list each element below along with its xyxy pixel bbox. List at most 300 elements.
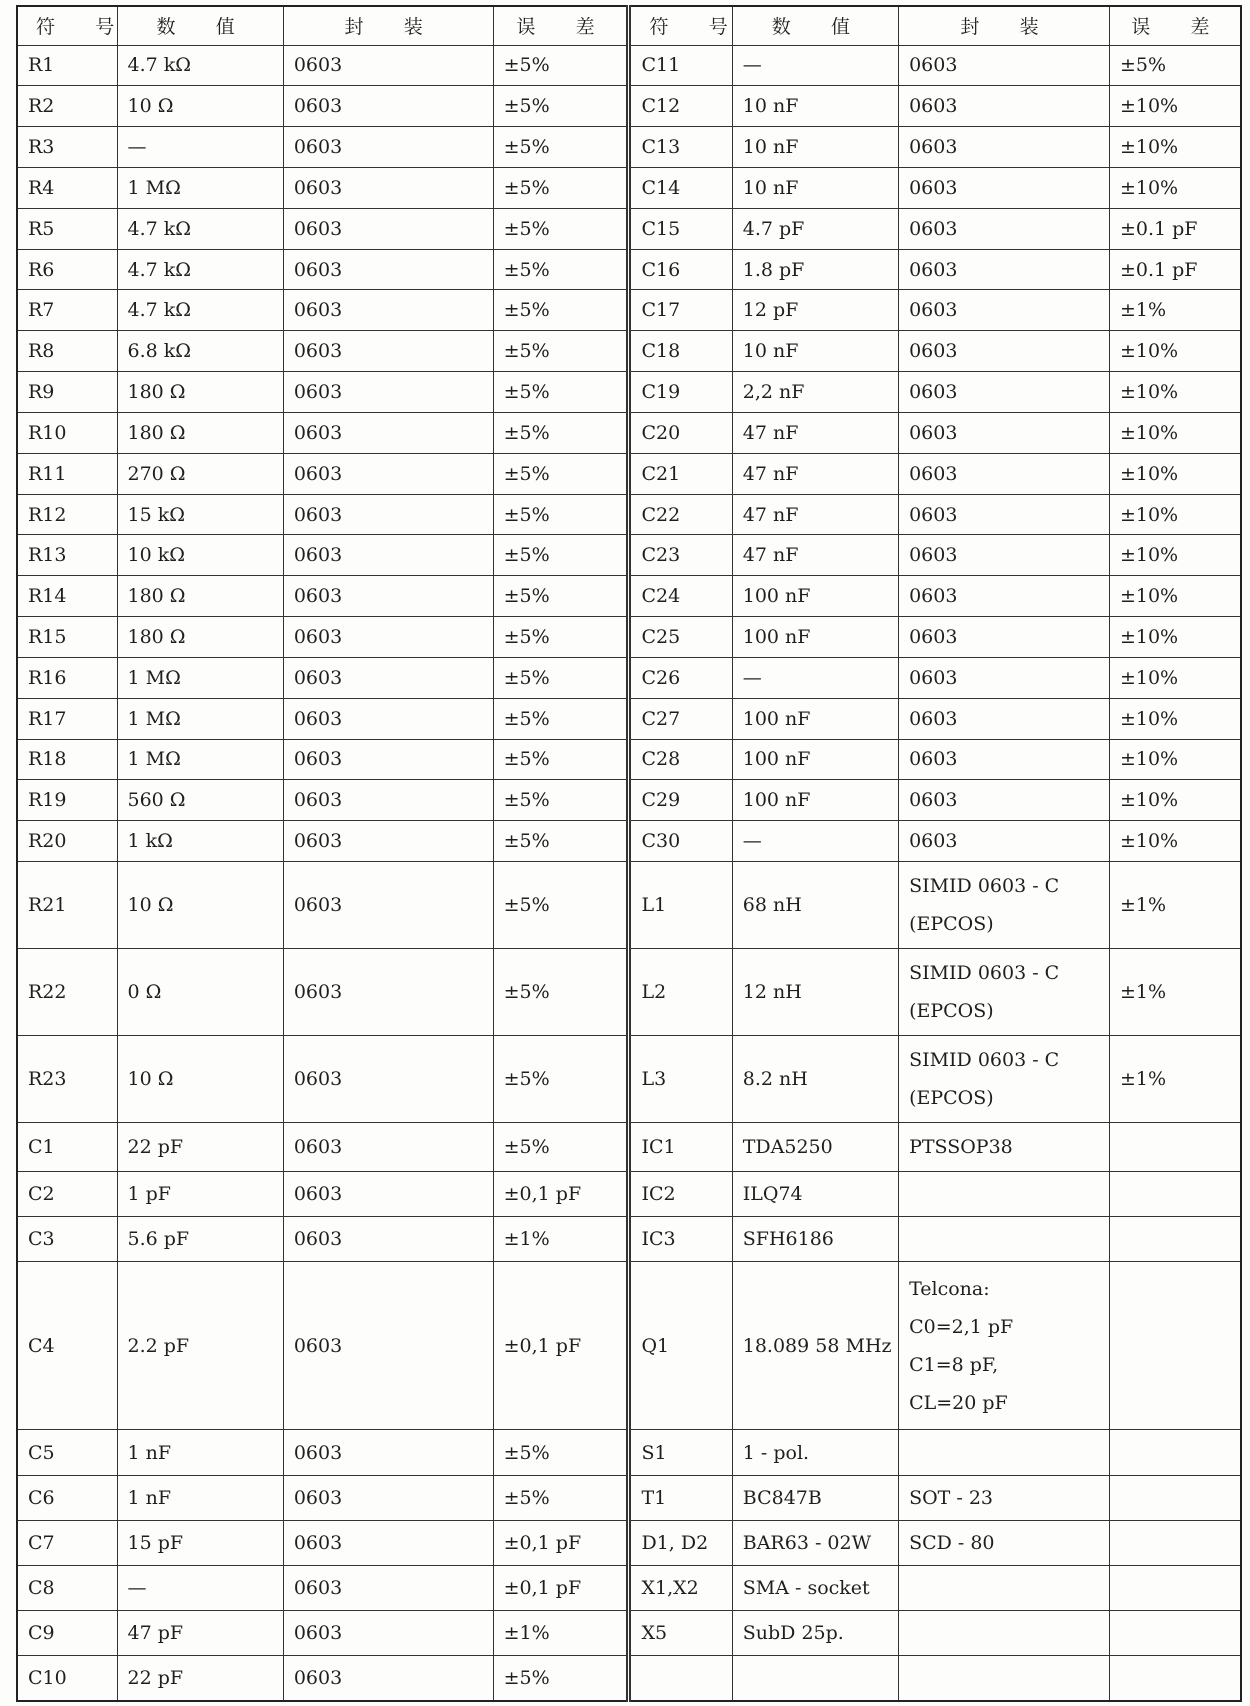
left-tolerance-cell: ±5% [493, 494, 629, 535]
cell-line: (EPCOS) [909, 913, 994, 936]
left-value-cell: — [117, 127, 283, 168]
right-tolerance-cell: ±10% [1109, 576, 1241, 617]
right-value-cell: 4.7 pF [732, 208, 898, 249]
right-symbol-cell: C21 [629, 453, 732, 494]
table-row [17, 1123, 1241, 1171]
right-package-cell: SOT - 23 [899, 1475, 1110, 1520]
left-symbol-cell: C1 [17, 1123, 117, 1171]
right-package-cell: 0603 [899, 821, 1110, 862]
left-symbol-cell: C5 [17, 1430, 117, 1475]
cell-line: Telcona: [909, 1277, 990, 1300]
right-value-cell [732, 1656, 898, 1701]
left-tolerance-cell: ±5% [493, 290, 629, 331]
right-package-cell [899, 1036, 1110, 1123]
table-row [17, 780, 1241, 821]
left-package-cell: 0603 [283, 167, 493, 208]
right-value-cell: BAR63 - 02W [732, 1520, 898, 1565]
right-value-cell: 10 nF [732, 167, 898, 208]
table-row [17, 412, 1241, 453]
table-row [17, 372, 1241, 413]
left-value-cell: 4.7 kΩ [117, 208, 283, 249]
header-symbol-right: 符 号 [629, 6, 732, 45]
left-value-cell: 10 kΩ [117, 535, 283, 576]
header-package: 封 装 [283, 6, 493, 45]
table-row [17, 1520, 1241, 1565]
left-package-cell: 0603 [283, 494, 493, 535]
left-value-cell: 47 pF [117, 1610, 283, 1655]
right-package-cell: 0603 [899, 86, 1110, 127]
right-tolerance-cell: ±10% [1109, 780, 1241, 821]
left-package-cell: 0603 [283, 249, 493, 290]
left-package-cell: 0603 [283, 1520, 493, 1565]
left-tolerance-cell: ±5% [493, 698, 629, 739]
cell-line: SIMID 0603 - C [909, 962, 1060, 985]
left-symbol-cell: R23 [17, 1036, 117, 1123]
table-row [17, 494, 1241, 535]
right-symbol-cell: C27 [629, 698, 732, 739]
left-tolerance-cell: ±5% [493, 1123, 629, 1171]
right-package-cell [899, 1430, 1110, 1475]
left-symbol-cell: C10 [17, 1656, 117, 1701]
left-package-cell: 0603 [283, 535, 493, 576]
table-row [17, 657, 1241, 698]
left-value-cell: 4.7 kΩ [117, 45, 283, 86]
right-value-cell: BC847B [732, 1475, 898, 1520]
table-row [17, 127, 1241, 168]
right-symbol-cell: L2 [629, 949, 732, 1036]
header-tolerance-right: 误 差 [1109, 6, 1241, 45]
right-symbol-cell: S1 [629, 1430, 732, 1475]
table-row [17, 1610, 1241, 1655]
left-symbol-cell: R6 [17, 249, 117, 290]
right-package-cell: PTSSOP38 [899, 1123, 1110, 1171]
left-symbol-cell: R9 [17, 372, 117, 413]
left-tolerance-cell: ±5% [493, 127, 629, 168]
right-tolerance-cell: ±10% [1109, 331, 1241, 372]
header-package-right: 封 装 [899, 6, 1110, 45]
cell-line: SIMID 0603 - C [909, 1049, 1060, 1072]
left-tolerance-cell: ±5% [493, 949, 629, 1036]
right-package-cell [899, 1216, 1110, 1261]
right-package-cell: 0603 [899, 453, 1110, 494]
right-package-cell: 0603 [899, 45, 1110, 86]
right-symbol-cell: IC3 [629, 1216, 732, 1261]
right-value-cell: 12 nH [732, 949, 898, 1036]
left-package-cell: 0603 [283, 780, 493, 821]
left-symbol-cell: R2 [17, 86, 117, 127]
table-row [17, 1216, 1241, 1261]
left-package-cell: 0603 [283, 657, 493, 698]
right-symbol-cell: C20 [629, 412, 732, 453]
right-package-cell [899, 949, 1110, 1036]
left-package-cell: 0603 [283, 1216, 493, 1261]
right-tolerance-cell: ±10% [1109, 535, 1241, 576]
left-value-cell: 180 Ω [117, 372, 283, 413]
left-symbol-cell: R19 [17, 780, 117, 821]
left-tolerance-cell: ±5% [493, 1475, 629, 1520]
left-package-cell: 0603 [283, 949, 493, 1036]
right-symbol-cell: L3 [629, 1036, 732, 1123]
right-tolerance-cell: ±10% [1109, 617, 1241, 658]
header-row [17, 6, 1241, 45]
right-symbol-cell: C26 [629, 657, 732, 698]
left-value-cell: 10 Ω [117, 1036, 283, 1123]
right-package-cell: SCD - 80 [899, 1520, 1110, 1565]
left-tolerance-cell: ±5% [493, 331, 629, 372]
left-package-cell: 0603 [283, 290, 493, 331]
right-symbol-cell: IC1 [629, 1123, 732, 1171]
table-row [17, 739, 1241, 780]
left-tolerance-cell: ±5% [493, 1656, 629, 1701]
right-symbol-cell: D1, D2 [629, 1520, 732, 1565]
right-symbol-cell: C19 [629, 372, 732, 413]
left-value-cell: 10 Ω [117, 862, 283, 949]
left-tolerance-cell: ±5% [493, 249, 629, 290]
right-value-cell: ILQ74 [732, 1171, 898, 1216]
table-row [17, 208, 1241, 249]
left-value-cell: 4.7 kΩ [117, 249, 283, 290]
right-value-cell: 10 nF [732, 331, 898, 372]
left-symbol-cell: R18 [17, 739, 117, 780]
left-symbol-cell: C7 [17, 1520, 117, 1565]
left-tolerance-cell: ±1% [493, 1216, 629, 1261]
left-symbol-cell: R20 [17, 821, 117, 862]
right-value-cell: 10 nF [732, 127, 898, 168]
left-value-cell: 10 Ω [117, 86, 283, 127]
table-row [17, 167, 1241, 208]
left-package-cell: 0603 [283, 576, 493, 617]
table-row [17, 1261, 1241, 1430]
right-value-cell: SFH6186 [732, 1216, 898, 1261]
right-value-cell: 100 nF [732, 780, 898, 821]
left-value-cell: 1 MΩ [117, 739, 283, 780]
right-tolerance-cell: ±0.1 pF [1109, 249, 1241, 290]
cell-line: SIMID 0603 - C [909, 875, 1060, 898]
left-value-cell: 1 nF [117, 1475, 283, 1520]
header-value-right: 数 值 [732, 6, 898, 45]
left-package-cell: 0603 [283, 1430, 493, 1475]
left-package-cell: 0603 [283, 1475, 493, 1520]
right-symbol-cell: C13 [629, 127, 732, 168]
right-symbol-cell: L1 [629, 862, 732, 949]
component-table [16, 5, 1242, 1702]
left-package-cell: 0603 [283, 372, 493, 413]
left-tolerance-cell: ±5% [493, 780, 629, 821]
left-package-cell: 0603 [283, 862, 493, 949]
right-package-cell: 0603 [899, 208, 1110, 249]
right-package-cell: 0603 [899, 657, 1110, 698]
left-tolerance-cell: ±5% [493, 821, 629, 862]
left-symbol-cell: R22 [17, 949, 117, 1036]
right-tolerance-cell: ±1% [1109, 949, 1241, 1036]
right-package-cell: 0603 [899, 331, 1110, 372]
right-tolerance-cell: ±5% [1109, 45, 1241, 86]
left-package-cell: 0603 [283, 739, 493, 780]
right-package-cell [899, 1171, 1110, 1216]
left-value-cell: 270 Ω [117, 453, 283, 494]
left-symbol-cell: C3 [17, 1216, 117, 1261]
left-value-cell: 22 pF [117, 1656, 283, 1701]
left-symbol-cell: R15 [17, 617, 117, 658]
right-value-cell: 47 nF [732, 453, 898, 494]
right-value-cell: 47 nF [732, 494, 898, 535]
right-package-cell: 0603 [899, 412, 1110, 453]
right-value-cell: 12 pF [732, 290, 898, 331]
right-tolerance-cell [1109, 1475, 1241, 1520]
table-row [17, 45, 1241, 86]
cell-line: C0=2,1 pF [909, 1315, 1014, 1338]
left-package-cell: 0603 [283, 412, 493, 453]
left-tolerance-cell: ±5% [493, 45, 629, 86]
left-tolerance-cell: ±0,1 pF [493, 1171, 629, 1216]
left-value-cell: 1 MΩ [117, 657, 283, 698]
right-tolerance-cell [1109, 1656, 1241, 1701]
right-symbol-cell [629, 1656, 732, 1701]
left-package-cell: 0603 [283, 208, 493, 249]
right-symbol-cell: T1 [629, 1475, 732, 1520]
cell-line: (EPCOS) [909, 1000, 994, 1023]
left-tolerance-cell: ±5% [493, 372, 629, 413]
left-package-cell: 0603 [283, 1171, 493, 1216]
right-tolerance-cell: ±10% [1109, 739, 1241, 780]
right-tolerance-cell: ±10% [1109, 167, 1241, 208]
right-value-cell: — [732, 657, 898, 698]
right-value-cell: TDA5250 [732, 1123, 898, 1171]
right-value-cell: 1 - pol. [732, 1430, 898, 1475]
header-value: 数 值 [117, 6, 283, 45]
right-value-cell: 100 nF [732, 617, 898, 658]
right-symbol-cell: C11 [629, 45, 732, 86]
right-package-cell: 0603 [899, 698, 1110, 739]
left-tolerance-cell: ±5% [493, 576, 629, 617]
right-value-cell: 8.2 nH [732, 1036, 898, 1123]
left-package-cell: 0603 [283, 127, 493, 168]
table-row [17, 453, 1241, 494]
cell-line: (EPCOS) [909, 1087, 994, 1110]
right-symbol-cell: C16 [629, 249, 732, 290]
right-value-cell: 1.8 pF [732, 249, 898, 290]
right-symbol-cell: C14 [629, 167, 732, 208]
left-package-cell: 0603 [283, 617, 493, 658]
table-row [17, 698, 1241, 739]
right-value-cell: 100 nF [732, 739, 898, 780]
left-value-cell: — [117, 1565, 283, 1610]
left-symbol-cell: R13 [17, 535, 117, 576]
right-tolerance-cell: ±1% [1109, 862, 1241, 949]
left-package-cell: 0603 [283, 1123, 493, 1171]
right-value-cell: 2,2 nF [732, 372, 898, 413]
right-tolerance-cell: ±10% [1109, 86, 1241, 127]
right-value-cell: — [732, 821, 898, 862]
right-package-cell [899, 1261, 1110, 1430]
right-value-cell: 47 nF [732, 412, 898, 453]
table-row [17, 535, 1241, 576]
left-package-cell: 0603 [283, 453, 493, 494]
left-package-cell: 0603 [283, 45, 493, 86]
left-package-cell: 0603 [283, 1565, 493, 1610]
right-package-cell: 0603 [899, 780, 1110, 821]
right-package-cell [899, 1656, 1110, 1701]
table-row [17, 1430, 1241, 1475]
right-package-cell: 0603 [899, 127, 1110, 168]
left-symbol-cell: R11 [17, 453, 117, 494]
right-value-cell: — [732, 45, 898, 86]
left-symbol-cell: R21 [17, 862, 117, 949]
header-tolerance: 误 差 [493, 6, 629, 45]
right-symbol-cell: C17 [629, 290, 732, 331]
right-tolerance-cell: ±10% [1109, 657, 1241, 698]
left-package-cell: 0603 [283, 1036, 493, 1123]
right-tolerance-cell [1109, 1171, 1241, 1216]
right-package-cell: 0603 [899, 576, 1110, 617]
right-value-cell: 68 nH [732, 862, 898, 949]
right-tolerance-cell: ±10% [1109, 494, 1241, 535]
table-row [17, 331, 1241, 372]
right-package-cell [899, 1610, 1110, 1655]
right-tolerance-cell [1109, 1261, 1241, 1430]
right-tolerance-cell: ±1% [1109, 1036, 1241, 1123]
right-package-cell: 0603 [899, 290, 1110, 331]
right-package-cell: 0603 [899, 494, 1110, 535]
right-tolerance-cell: ±10% [1109, 127, 1241, 168]
right-symbol-cell: C22 [629, 494, 732, 535]
table-row [17, 249, 1241, 290]
left-value-cell: 15 pF [117, 1520, 283, 1565]
table-row [17, 1475, 1241, 1520]
right-symbol-cell: C18 [629, 331, 732, 372]
left-tolerance-cell: ±0,1 pF [493, 1520, 629, 1565]
right-tolerance-cell [1109, 1123, 1241, 1171]
right-tolerance-cell [1109, 1610, 1241, 1655]
table-row [17, 617, 1241, 658]
right-package-cell: 0603 [899, 739, 1110, 780]
table-row [17, 1036, 1241, 1123]
left-symbol-cell: R10 [17, 412, 117, 453]
left-tolerance-cell: ±5% [493, 1036, 629, 1123]
table-body [17, 45, 1241, 1701]
right-tolerance-cell: ±10% [1109, 698, 1241, 739]
right-package-cell: 0603 [899, 167, 1110, 208]
left-tolerance-cell: ±5% [493, 617, 629, 658]
right-value-cell: SMA - socket [732, 1565, 898, 1610]
left-value-cell: 1 pF [117, 1171, 283, 1216]
right-package-cell: 0603 [899, 249, 1110, 290]
left-value-cell: 560 Ω [117, 780, 283, 821]
left-symbol-cell: R7 [17, 290, 117, 331]
left-value-cell: 22 pF [117, 1123, 283, 1171]
left-tolerance-cell: ±5% [493, 86, 629, 127]
cell-line: CL=20 pF [909, 1391, 1008, 1414]
header-symbol: 符 号 [17, 6, 117, 45]
right-symbol-cell: C28 [629, 739, 732, 780]
table-row [17, 1656, 1241, 1701]
left-symbol-cell: R12 [17, 494, 117, 535]
right-package-cell: 0603 [899, 372, 1110, 413]
left-package-cell: 0603 [283, 1656, 493, 1701]
left-package-cell: 0603 [283, 698, 493, 739]
left-value-cell: 0 Ω [117, 949, 283, 1036]
left-tolerance-cell: ±5% [493, 535, 629, 576]
right-symbol-cell: Q1 [629, 1261, 732, 1430]
right-tolerance-cell [1109, 1565, 1241, 1610]
table-row [17, 1565, 1241, 1610]
right-tolerance-cell [1109, 1520, 1241, 1565]
left-package-cell: 0603 [283, 821, 493, 862]
left-symbol-cell: R4 [17, 167, 117, 208]
table-row [17, 576, 1241, 617]
right-tolerance-cell: ±10% [1109, 821, 1241, 862]
left-symbol-cell: C6 [17, 1475, 117, 1520]
right-tolerance-cell: ±0.1 pF [1109, 208, 1241, 249]
right-package-cell [899, 1565, 1110, 1610]
left-package-cell: 0603 [283, 331, 493, 372]
right-value-cell: 18.089 58 MHz [732, 1261, 898, 1430]
left-value-cell: 1 MΩ [117, 167, 283, 208]
right-package-cell: 0603 [899, 535, 1110, 576]
left-tolerance-cell: ±5% [493, 657, 629, 698]
left-package-cell: 0603 [283, 1610, 493, 1655]
table-row [17, 290, 1241, 331]
left-value-cell: 1 MΩ [117, 698, 283, 739]
left-symbol-cell: C8 [17, 1565, 117, 1610]
right-value-cell: 47 nF [732, 535, 898, 576]
left-package-cell: 0603 [283, 1261, 493, 1430]
left-tolerance-cell: ±5% [493, 453, 629, 494]
left-symbol-cell: C2 [17, 1171, 117, 1216]
right-package-cell [899, 862, 1110, 949]
left-value-cell: 180 Ω [117, 412, 283, 453]
right-symbol-cell: X1,X2 [629, 1565, 732, 1610]
right-tolerance-cell: ±1% [1109, 290, 1241, 331]
left-tolerance-cell: ±5% [493, 167, 629, 208]
right-symbol-cell: C12 [629, 86, 732, 127]
right-package-cell: 0603 [899, 617, 1110, 658]
table-row [17, 821, 1241, 862]
left-symbol-cell: R1 [17, 45, 117, 86]
left-value-cell: 1 kΩ [117, 821, 283, 862]
left-tolerance-cell: ±5% [493, 1430, 629, 1475]
right-symbol-cell: C24 [629, 576, 732, 617]
right-value-cell: 100 nF [732, 698, 898, 739]
right-symbol-cell: C29 [629, 780, 732, 821]
left-value-cell: 2.2 pF [117, 1261, 283, 1430]
cell-line: C1=8 pF, [909, 1353, 999, 1376]
right-value-cell: 100 nF [732, 576, 898, 617]
left-value-cell: 4.7 kΩ [117, 290, 283, 331]
left-symbol-cell: R16 [17, 657, 117, 698]
left-tolerance-cell: ±5% [493, 739, 629, 780]
left-tolerance-cell: ±0,1 pF [493, 1261, 629, 1430]
left-value-cell: 180 Ω [117, 617, 283, 658]
right-value-cell: 10 nF [732, 86, 898, 127]
left-symbol-cell: R17 [17, 698, 117, 739]
right-symbol-cell: C23 [629, 535, 732, 576]
table-row [17, 86, 1241, 127]
right-tolerance-cell: ±10% [1109, 453, 1241, 494]
left-symbol-cell: R5 [17, 208, 117, 249]
left-tolerance-cell: ±5% [493, 862, 629, 949]
left-symbol-cell: C9 [17, 1610, 117, 1655]
right-symbol-cell: IC2 [629, 1171, 732, 1216]
right-tolerance-cell [1109, 1430, 1241, 1475]
right-tolerance-cell: ±10% [1109, 372, 1241, 413]
left-symbol-cell: R3 [17, 127, 117, 168]
left-value-cell: 15 kΩ [117, 494, 283, 535]
right-value-cell: SubD 25p. [732, 1610, 898, 1655]
left-package-cell: 0603 [283, 86, 493, 127]
left-tolerance-cell: ±5% [493, 412, 629, 453]
right-symbol-cell: C15 [629, 208, 732, 249]
